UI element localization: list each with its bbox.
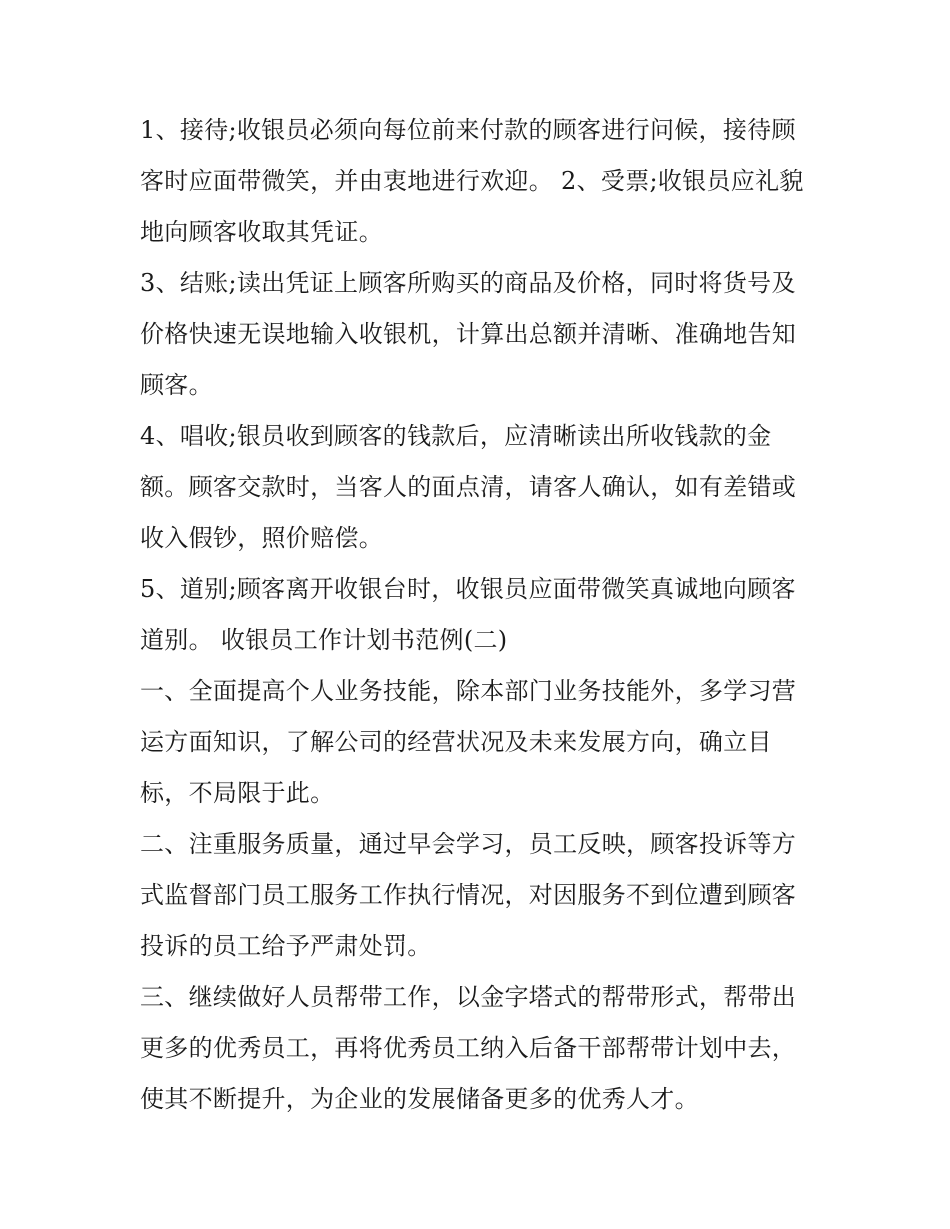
paragraph-line: 一、全面提高个人业务技能，除本部门业务技能外，多学习营 bbox=[140, 677, 797, 705]
paragraph-7 bbox=[140, 972, 820, 1125]
paragraph-line: 客时应面带微笑，并由衷地进行欢迎。 2、受票;收银员应礼貌 bbox=[140, 167, 804, 195]
paragraph-line: 顾客。 bbox=[140, 371, 213, 399]
paragraph-line: 3、结账;读出凭证上顾客所购买的商品及价格，同时将货号及 bbox=[140, 269, 796, 297]
paragraph-line: 式监督部门员工服务工作执行情况，对因服务不到位遭到顾客 bbox=[140, 881, 797, 909]
paragraph-6 bbox=[140, 819, 820, 972]
paragraph-line: 额。顾客交款时，当客人的面点清，请客人确认，如有差错或 bbox=[140, 473, 797, 501]
paragraph-line: 1、接待;收银员必须向每位前来付款的顾客进行问候，接待顾 bbox=[140, 116, 796, 144]
paragraph-4 bbox=[140, 564, 820, 666]
paragraph-1 bbox=[140, 105, 820, 258]
paragraph-line: 投诉的员工给予严肃处罚。 bbox=[140, 932, 432, 960]
paragraph-line: 价格快速无误地输入收银机，计算出总额并清晰、准确地告知 bbox=[140, 320, 797, 348]
paragraph-3 bbox=[140, 411, 820, 564]
paragraph-5 bbox=[140, 666, 820, 819]
paragraph-2 bbox=[140, 258, 820, 411]
paragraph-line: 4、唱收;银员收到顾客的钱款后，应清晰读出所收钱款的金 bbox=[140, 422, 772, 450]
paragraph-line: 道别。 收银员工作计划书范例(二) bbox=[140, 626, 508, 654]
paragraph-line: 地向顾客收取其凭证。 bbox=[140, 218, 383, 246]
paragraph-line: 使其不断提升，为企业的发展储备更多的优秀人才。 bbox=[140, 1085, 699, 1113]
paragraph-line: 运方面知识，了解公司的经营状况及未来发展方向，确立目 bbox=[140, 728, 772, 756]
paragraph-line: 更多的优秀员工，再将优秀员工纳入后备干部帮带计划中去， bbox=[140, 1034, 797, 1062]
paragraph-line: 二、注重服务质量，通过早会学习，员工反映，顾客投诉等方 bbox=[140, 830, 797, 858]
document-body bbox=[140, 105, 820, 1125]
paragraph-line: 三、继续做好人员帮带工作，以金字塔式的帮带形式，帮带出 bbox=[140, 983, 797, 1011]
paragraph-line: 5、道别;顾客离开收银台时，收银员应面带微笑真诚地向顾客 bbox=[140, 575, 796, 603]
paragraph-line: 标，不局限于此。 bbox=[140, 779, 335, 807]
paragraph-line: 收入假钞，照价赔偿。 bbox=[140, 524, 383, 552]
